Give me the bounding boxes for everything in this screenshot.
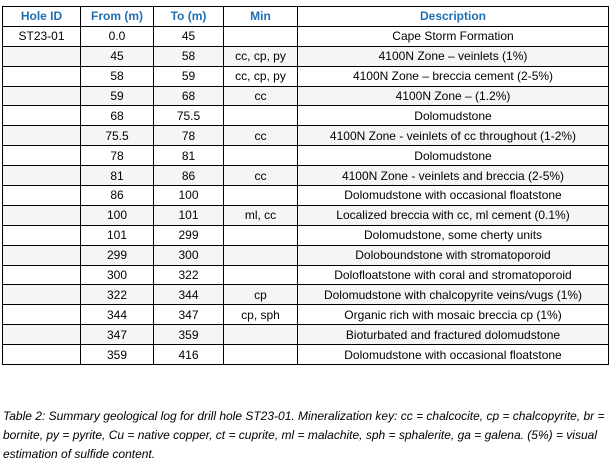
from-cell: 359 [81, 345, 154, 365]
hole-id-cell [3, 245, 81, 265]
table-row [3, 66, 609, 86]
description-cell: Bioturbated and fractured dolomudstone [298, 325, 609, 345]
to-cell: 416 [154, 345, 224, 365]
to-cell: 300 [154, 245, 224, 265]
description-cell: Dolomudstone [298, 106, 609, 126]
to-cell: 347 [154, 305, 224, 325]
min-cell [224, 225, 298, 245]
from-cell: 58 [81, 66, 154, 86]
header-to: To (m) [154, 7, 224, 27]
from-cell: 81 [81, 166, 154, 186]
from-cell: 86 [81, 186, 154, 206]
table-row [3, 245, 609, 265]
hole-id-cell [3, 285, 81, 305]
min-cell: cc [224, 86, 298, 106]
header-min: Min [224, 7, 298, 27]
from-cell: 344 [81, 305, 154, 325]
hole-id-cell [3, 265, 81, 285]
description-cell: Organic rich with mosaic breccia cp (1%) [298, 305, 609, 325]
table-caption: Table 2: Summary geological log for drill hole ST23-01. Mineralization key: cc = chalcocite, cp = chalcopyrite, br = bornite, py = pyrite, Cu = native copper, ct = cuprite, ml = malachite, sph = sphalerite, ga = galena. (5%) = visual estimation of sulfide content. [3, 409, 605, 461]
table-row [3, 126, 609, 146]
table-row [3, 205, 609, 225]
min-cell [224, 146, 298, 166]
table-row [3, 166, 609, 186]
table-body [3, 26, 609, 364]
to-cell: 81 [154, 146, 224, 166]
to-cell: 59 [154, 66, 224, 86]
description-cell: Dolomudstone [298, 146, 609, 166]
geological-log-table [2, 6, 609, 365]
description-cell: 4100N Zone – veinlets (1%) [298, 46, 609, 66]
to-cell: 101 [154, 205, 224, 225]
header-description: Description [298, 7, 609, 27]
hole-id-cell: ST23-01 [3, 26, 81, 46]
to-cell: 58 [154, 46, 224, 66]
from-cell: 322 [81, 285, 154, 305]
from-cell: 45 [81, 46, 154, 66]
from-cell: 300 [81, 265, 154, 285]
hole-id-cell [3, 305, 81, 325]
table-row [3, 285, 609, 305]
to-cell: 45 [154, 26, 224, 46]
min-cell: cc, cp, py [224, 66, 298, 86]
min-cell: cc, cp, py [224, 46, 298, 66]
hole-id-cell [3, 345, 81, 365]
hole-id-cell [3, 86, 81, 106]
from-cell: 299 [81, 245, 154, 265]
table-row [3, 46, 609, 66]
min-cell [224, 186, 298, 206]
min-cell [224, 345, 298, 365]
from-cell: 75.5 [81, 126, 154, 146]
from-cell: 101 [81, 225, 154, 245]
description-cell: Localized breccia with cc, ml cement (0.1%) [298, 205, 609, 225]
hole-id-cell [3, 225, 81, 245]
header-hole-id: Hole ID [3, 7, 81, 27]
description-cell: 4100N Zone - veinlets of cc throughout (1-2%) [298, 126, 609, 146]
hole-id-cell [3, 106, 81, 126]
min-cell: cp [224, 285, 298, 305]
hole-id-cell [3, 126, 81, 146]
min-cell: cc [224, 166, 298, 186]
from-cell: 347 [81, 325, 154, 345]
table-row [3, 305, 609, 325]
to-cell: 299 [154, 225, 224, 245]
description-cell: Dolomudstone, some cherty units [298, 225, 609, 245]
min-cell [224, 325, 298, 345]
table-row [3, 345, 609, 365]
min-cell [224, 26, 298, 46]
to-cell: 322 [154, 265, 224, 285]
description-cell: Dolomudstone with occasional floatstone [298, 345, 609, 365]
table-row [3, 225, 609, 245]
hole-id-cell [3, 325, 81, 345]
table-row [3, 106, 609, 126]
description-cell: 4100N Zone - veinlets and breccia (2-5%) [298, 166, 609, 186]
min-cell: cp, sph [224, 305, 298, 325]
hole-id-cell [3, 205, 81, 225]
min-cell: cc [224, 126, 298, 146]
description-cell: Cape Storm Formation [298, 26, 609, 46]
table-row [3, 265, 609, 285]
from-cell: 0.0 [81, 26, 154, 46]
min-cell: ml, cc [224, 205, 298, 225]
table-row [3, 26, 609, 46]
hole-id-cell [3, 186, 81, 206]
hole-id-cell [3, 146, 81, 166]
hole-id-cell [3, 66, 81, 86]
from-cell: 68 [81, 106, 154, 126]
min-cell [224, 106, 298, 126]
to-cell: 344 [154, 285, 224, 305]
to-cell: 75.5 [154, 106, 224, 126]
table-row [3, 186, 609, 206]
table-row [3, 325, 609, 345]
table-row [3, 146, 609, 166]
from-cell: 59 [81, 86, 154, 106]
to-cell: 359 [154, 325, 224, 345]
hole-id-cell [3, 166, 81, 186]
min-cell [224, 245, 298, 265]
description-cell: Doloboundstone with stromatoporoid [298, 245, 609, 265]
description-cell: Dolomudstone with occasional floatstone [298, 186, 609, 206]
table-header-row [3, 7, 609, 27]
to-cell: 68 [154, 86, 224, 106]
from-cell: 78 [81, 146, 154, 166]
hole-id-cell [3, 46, 81, 66]
table-row [3, 86, 609, 106]
description-cell: 4100N Zone – breccia cement (2-5%) [298, 66, 609, 86]
description-cell: Dolomudstone with chalcopyrite veins/vugs (1%) [298, 285, 609, 305]
to-cell: 78 [154, 126, 224, 146]
to-cell: 100 [154, 186, 224, 206]
to-cell: 86 [154, 166, 224, 186]
description-cell: Dolofloatstone with coral and stromatoporoid [298, 265, 609, 285]
description-cell: 4100N Zone – (1.2%) [298, 86, 609, 106]
from-cell: 100 [81, 205, 154, 225]
min-cell [224, 265, 298, 285]
header-from: From (m) [81, 7, 154, 27]
